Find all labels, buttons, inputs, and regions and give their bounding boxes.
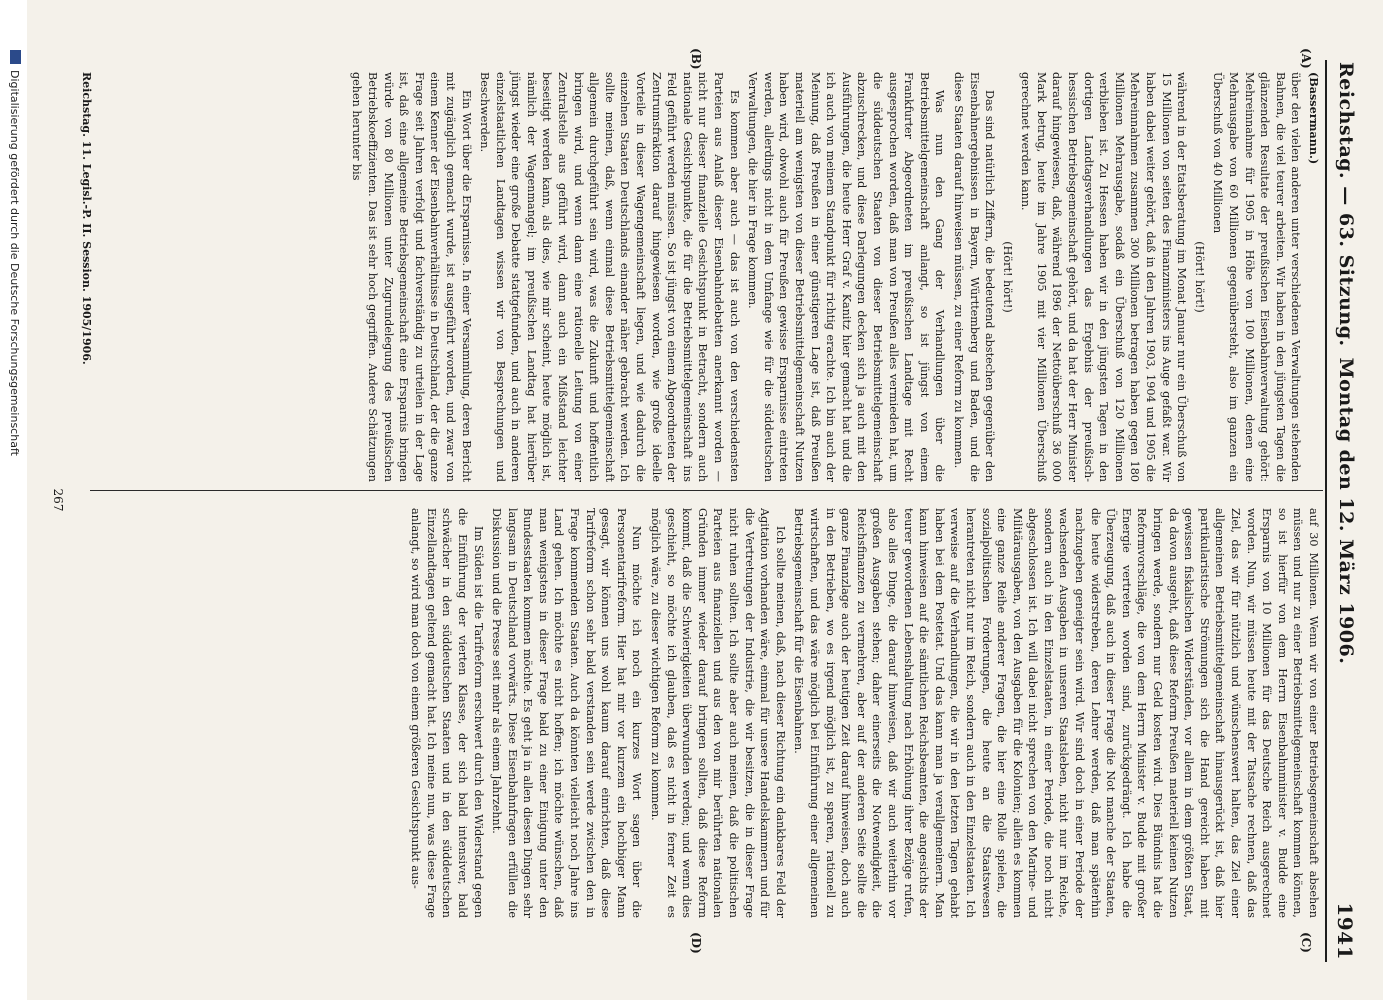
paragraph: auf 30 Millionen. Wenn wir von einer Betriebsgemeinschaft absehen müssen und nur zu einer Betriebsmittelgemeinschaft kommen können, so ist hierfür von dem Herrn Eisenbahnminister v. Budde eine Ersparnis von 10 Millionen für das Deutsche Reich ausgerechnet worden. Nun, wir müssen heute mit der Tatsache rechnen, daß das Ziel, das wir für nützlich und wünschenswert halten, das Ziel einer allgemeinen Betriebsmittelgemeinschaft hinausgerückt ist, daß hier partikularistische Strömungen sich die Hand gereicht haben mit gewissen fiskalischen Widerständen, vor allem in dem größten Staat, da davon ausgeht, daß diese Reform Preußen materiell keinen Nutzen bringen werde, sondern nur Geld kosten wird. Dies Bündnis hat die Reformvorschläge, die von dem Herrn Minister v. Budde mit großer Energie vertreten worden sind, zurückgedrängt. Ich habe die Überzeugung, daß auch in dieser Frage die Not manche der Staaten, die heute widerstreben, deren Lehrer werden, daß man späterhin nachzugeben geneigter sein wird. Wir sind doch in einer Periode der wachsenden Ausgaben in unseren Staatsleben, nicht nur im Reiche, sondern auch in den Einzelstaaten, in einer Periode, die noch nicht abgeschlossen ist. Ich will dabei nicht sprechen von den Marine- und Militärausgaben, von den Ausgaben für die Kolonien; allein es kommen eine ganze Reihe anderer Fragen, die hier eine Rolle spielen, die sozialpolitischen Forderungen, die heute an die Staatswesen herantreten nicht nur im Reich, sondern auch in den Einzelstaaten. Ich verweise auf die Verhandlungen, die wir in den letzten Tagen gehabt haben bei dem Postetat. Und das kann man ja verallgemeinern. Man kann hinweisen auf die sämtlichen Reichsbeamten, die angesichts der teurer gewordenen Lebenshaltung nach Erhöhung ihrer Bezüge rufen, also alles Dinge, die darauf hinweisen, daß wir auch weiterhin vor großen Ausgaben stehen; daher einerseits die Notwendigkeit, die Reichsfinanzen zu vermehren, aber auf der anderen Seite sollte die ganze Finanzlage auch der heutigen Zeit darauf hinweisen, doch auch in den Betrieben, wo es irgend möglich ist, zu sparen, rationell zu wirtschaften, und das wäre möglich bei Einführung einer allgemeinen Betriebsgemeinschaft für die Eisenbahnen. [792, 508, 1320, 918]
paragraph: während in der Etatsberatung im Monat Januar nur ein Überschuß von 15 Millionen von seiten des Finanzministers ins Auge gefaßt war. Wir haben dabei weiter gehört, daß in den Jahren 1903, 1904 und 1905 die Mehreinnahmen zusammen 300 Millionen betragen haben gegen 180 Millionen Mehrausgabe, sodaß ein Überschuß von 120 Millionen verblieben ist. Zu Hessen haben wir in den jüngsten Tagen in den dortigen Landtagsverhandlungen das Ergebnis der preußisch-hessischen Betriebsgemeinschaft gehört, und da hat der Herr Minister darauf hingewiesen, daß, während 1896 der Nettoüberschuß 36 000 Mark betrug, heute im Jahre 1905 mit vier Millionen Überschuß gerechnet werden kann. [1019, 72, 1189, 482]
header-center: Montag den 12. März 1906. [1335, 357, 1357, 665]
page-header [1331, 62, 1361, 960]
dfg-logo-icon [10, 50, 21, 64]
paragraph: Was nun den Gang der Verhandlungen über die Betriebsmittelgemeinschaft anlangt, so ist jüngst von einem Frankfurter Abgeordneten im preußischen Landtage mit Recht ausgesprochen worden, daß man von Preußen alles vermieden hat, um die süddeutschen Staaten von dieser Betriebsmittelgemeinschaft abzuschrecken, und diese Darlegungen decken sich ja auch mit den Ausführungen, die heute Herr Graf v. Kanitz hier gemacht hat und die ich auch von meinem Standpunkt für richtig erachte. Ich bin auch der Meinung, daß Preußen in einer günstigeren Lage ist, daß Preußen materiell am wenigsten von dieser Betriebsmittelgemeinschaft Nutzen haben wird, obwohl auch für Preußen gewisse Ersparnisse eintreten werden, allerdings nicht in dem Umfange wie für die süddeutschen Verwaltungen, die hier in Frage kommen. [746, 72, 947, 482]
header-page-number: 1941 [1333, 902, 1357, 960]
digitization-note: Digitalisierung gefördert durch die Deutsche Forschungsgemeinschaft [8, 70, 21, 456]
footer-page-number: 267 [51, 488, 65, 512]
paragraph: Ich sollte meinen, daß, nach dieser Richtung ein dankbares Feld der Agitation vorhanden wäre, einmal für unsere Handelskammern und für die Vertretungen der Industrie, die wir besitzen, die in dieser Frage nicht ruhen sollten. Ich sollte aber auch meinen, daß die politischen Parteien aus finanziellen und aus den von mir berührten nationalen Gründen immer wieder darauf bringen sollten, daß diese Reform kommt, daß die Schwierigkeiten überwunden werden; und wenn dies geschieht, so möchte ich glauben, daß es nicht in ferner Zeit es möglich wäre, zu dieser wichtigen Reform zu kommen. [649, 508, 787, 918]
right-column [405, 508, 1321, 918]
interjection: (Hört! hört!) [1000, 241, 1014, 313]
paragraph: Ein Wort über die Ersparnisse. In einer Versammlung, deren Bericht mit zugänglich gemacht wurde, ist ausgeführt worden, und zwar von einem Kenner der Eisenbahnverhältnisse in Deutschland, der die ganze Frage seit Jahren verfolgt und fachverständig zu urteilen in der Lage ist, daß eine allgemeine Betriebsgemeinschaft eine Ersparnis bringen würde von 80 Millionen unter Zugrundelegung des preußischen Betriebskoeffizienten. Das ist sehr hoch gegriffen. Andere Schätzungen gehen herunter bis [350, 72, 473, 482]
margin-letter-a: (A) [1299, 48, 1313, 69]
header-left: Reichstag. — 63. Sitzung. [1335, 62, 1357, 347]
footer-citation: Reichstag. 11. Legisl.-P. II. Session. 1905/1906. [80, 72, 93, 365]
paragraph: Es kommen aber auch — das ist auch von den verschiedensten Parteien aus Anlaß dieser Eisenbahndebatten anerkannt worden — nicht nur dieser finanzielle Gesichtspunkt in Betracht, sondern auch nationale Gesichtspunkte, die für die Betriebsmittelgemeinschaft ins Feld geführt werden müssen. So ist jüngst von einem Abgeordneten der Zentrumsfraktion darauf hingewiesen worden, wie große ideelle Vorteile in dieser Wagengemeinschaft liegen, und wie dadurch die einzelnen Staaten Deutschlands einander näher gebracht werden. Ich sollte meinen, daß, wenn einmal diese Betriebsmittelgemeinschaft allgemein durchgeführt sein wird, was die Zukunft und hoffentlich bringen wird, und wenn dann eine rationelle Leitung von einer Zentralstelle aus geführt wird, dann auch ein Mißstand leichter beseitigt werden kann, als dies, wie mir scheint, heute möglich ist, nämlich der Wagenmangel; im preußischen Landtag hat hierüber jüngst wieder eine große Debatte stattgefunden, und auch in anderen einzelstaatlichen Landtagen wissen wir von Besprechungen und Beschwerden. [478, 72, 741, 482]
paragraph: Im Süden ist die Tarifreform erschwert durch den Widerstand gegen die Einführung der vierten Klasse, der sich bald intensiver, bald schwächer in den süddeutschen Staaten und in den süddeutschen Einzellandtagen geltend gemacht hat. Ich meine nun, was diese Frage anlangt, so wird man doch von einem größeren Gesichtspunkt aus- [409, 508, 485, 918]
margin-letter-b: (B) [689, 48, 703, 70]
margin-letter-c: (C) [1299, 932, 1313, 953]
left-column [346, 72, 1321, 482]
speaker-name: (Bassermann.) [1307, 72, 1321, 165]
paragraph: über den vielen anderen unter verschiedenen Verwaltungen stehenden Bahnen, die viel teurer arbeiten. Wir haben in den jüngsten Tagen die glänzenden Resultate der preußischen Eisenbahnverwaltung gehört: Mehreinnahme für 1905 in Höhe von 100 Millionen, denen eine Mehrausgabe von 60 Millionen gegenübersteht, also im ganzen ein Überschuß von 40 Millionen [1211, 72, 1303, 482]
paragraph: Nun möchte ich noch ein kurzes Wort sagen über die Personentarifreform. Hier hat mir vor kurzem ein hochbiger Mann gesagt, wir können uns wohl kaum darauf einrichten, daß diese Tarifreform schon sehr bald verstanden sein werde zwischen den in Frage kommenden Staaten. Auch da könnten vielleicht noch Jahre ins Land gehen. Ich möchte es nicht hoffen; ich möchte wünschen, daß man wenigstens in dieser Frage bald zu einer Einigung unter den Bundesstaaten kommen möchte. Es geht ja in allen diesen Dingen sehr langsam in Deutschland vorwärts. Diese Eisenbahnfragen erfüllen die Diskussion und die Presse seit mehr als einem Jahrzehnt. [490, 508, 644, 918]
paragraph: Das sind natürlich Ziffern, die bedeutend abstechen gegenüber den Eisenbahnergebnissen in Bayern, Württemberg und Baden, und die diese Staaten darauf hinweisen müssen, zu einer Reform zu kommen. [951, 72, 997, 482]
margin-letter-d: (D) [689, 932, 703, 954]
column-divider [90, 490, 1323, 491]
interjection: (Hört! hört!) [1192, 241, 1206, 313]
header-rule [1325, 60, 1327, 962]
